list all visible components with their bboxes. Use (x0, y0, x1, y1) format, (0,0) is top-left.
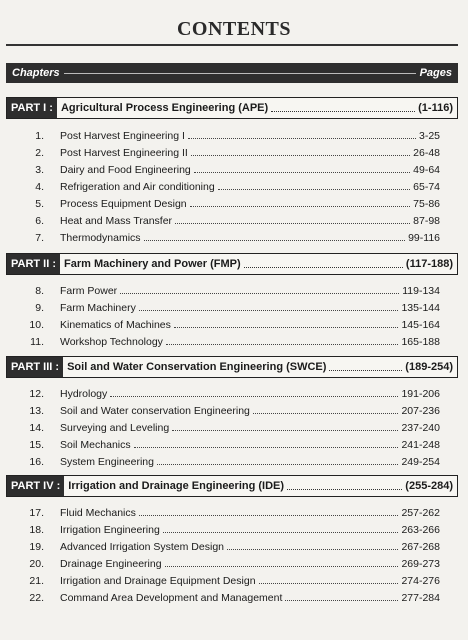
chapter-number: 22. (29, 592, 44, 604)
chapter-number: 19. (29, 541, 44, 553)
chapter-number: 10. (29, 319, 44, 331)
chapter-number: 14. (29, 422, 44, 434)
dot-leader (227, 549, 398, 550)
part-pages: (1-116) (418, 102, 453, 114)
chapter-pages: 263-266 (401, 524, 440, 536)
chapter-number: 2. (35, 147, 44, 159)
toc-entry[interactable] (22, 159, 440, 176)
toc-entry[interactable] (22, 519, 440, 536)
toc-entry[interactable] (22, 176, 440, 193)
chapter-number: 6. (35, 215, 44, 227)
chapter-name: Surveying and Leveling (60, 422, 170, 434)
chapter-number: 11. (30, 336, 44, 348)
dot-leader (110, 396, 398, 397)
chapter-pages: 119-134 (402, 285, 440, 297)
chapter-name: Farm Power (60, 285, 118, 297)
chapter-name: Command Area Development and Management (60, 592, 283, 604)
chapter-name: Farm Machinery (60, 302, 136, 314)
chapter-number: 5. (35, 198, 44, 210)
chapter-name: Soil Mechanics (60, 439, 131, 451)
chapter-number: 3. (35, 164, 44, 176)
chapter-pages: 26-48 (413, 147, 440, 159)
part-heading (6, 356, 458, 378)
part-heading (6, 253, 458, 275)
dot-leader (253, 413, 399, 414)
toc-entry[interactable] (22, 536, 440, 553)
chapter-name: Post Harvest Engineering I (60, 130, 185, 142)
page-title: CONTENTS (176, 18, 292, 40)
part-heading (6, 97, 458, 119)
part-title: Agricultural Process Engineering (APE) (60, 102, 269, 114)
toc-entry[interactable] (22, 400, 440, 417)
chapter-name: Workshop Technology (60, 336, 163, 348)
chapter-number: 9. (35, 302, 44, 314)
part-label: PART II : (7, 254, 60, 274)
dot-leader (244, 267, 403, 268)
toc-entry[interactable] (22, 570, 440, 587)
chapters-pages-header (6, 63, 458, 83)
toc-entry[interactable] (22, 502, 440, 519)
part-pages: (189-254) (405, 361, 453, 373)
dot-leader (172, 430, 398, 431)
part-label: PART I : (7, 98, 57, 118)
toc-entry[interactable] (22, 193, 440, 210)
toc-entry[interactable] (22, 210, 440, 227)
chapter-pages: 145-164 (401, 319, 440, 331)
part-heading (6, 475, 458, 497)
chapter-name: Advanced Irrigation System Design (60, 541, 224, 553)
dot-leader (259, 583, 399, 584)
toc-entry[interactable] (22, 314, 440, 331)
dot-leader (120, 293, 399, 294)
part-label: PART IV : (7, 476, 64, 496)
dot-leader (165, 566, 399, 567)
chapter-pages: 191-206 (401, 388, 440, 400)
toc-entry[interactable] (22, 125, 440, 142)
chapter-pages: 249-254 (401, 456, 440, 468)
chapter-name: Irrigation Engineering (60, 524, 160, 536)
chapter-name: Thermodynamics (60, 232, 141, 244)
dot-leader (191, 155, 410, 156)
chapter-number: 12. (29, 388, 44, 400)
toc-entry[interactable] (22, 227, 440, 244)
part-title: Farm Machinery and Power (FMP) (64, 258, 241, 270)
chapter-name: Process Equipment Design (60, 198, 187, 210)
chapters-label: Chapters (12, 67, 60, 79)
dot-leader (175, 223, 410, 224)
chapter-pages: 267-268 (401, 541, 440, 553)
title-rule (6, 44, 458, 46)
chapter-number: 7. (35, 232, 44, 244)
chapter-pages: 65-74 (413, 181, 440, 193)
chapter-number: 1. (35, 130, 44, 142)
chapter-name: System Engineering (60, 456, 154, 468)
chapter-number: 16. (29, 456, 44, 468)
dot-leader (157, 464, 398, 465)
chapter-pages: 237-240 (401, 422, 440, 434)
dot-leader (163, 532, 399, 533)
dot-leader (134, 447, 399, 448)
chapter-number: 17. (29, 507, 44, 519)
dot-leader (190, 206, 410, 207)
chapter-name: Heat and Mass Transfer (60, 215, 173, 227)
dot-leader (329, 370, 402, 371)
part-pages: (117-188) (405, 258, 453, 270)
chapter-pages: 207-236 (401, 405, 440, 417)
dot-leader (166, 344, 399, 345)
chapter-pages: 135-144 (401, 302, 440, 314)
toc-entry[interactable] (22, 451, 440, 468)
dot-leader (271, 111, 415, 112)
chapter-name: Dairy and Food Engineering (60, 164, 191, 176)
toc-entry[interactable] (22, 331, 440, 348)
chapter-name: Irrigation and Drainage Equipment Design (60, 575, 256, 587)
chapter-number: 18. (29, 524, 44, 536)
header-rule (64, 73, 416, 74)
part-title: Soil and Water Conservation Engineering (SWCE) (67, 361, 327, 373)
chapter-name: Refrigeration and Air conditioning (60, 181, 215, 193)
chapter-pages: 241-248 (401, 439, 440, 451)
chapter-number: 4. (35, 181, 44, 193)
dot-leader (139, 310, 399, 311)
pages-label: Pages (419, 67, 452, 79)
part-pages: (255-284) (405, 480, 453, 492)
dot-leader (285, 600, 398, 601)
part-title-row (63, 361, 457, 373)
toc-entry[interactable] (22, 434, 440, 451)
toc-entry[interactable] (22, 587, 440, 604)
chapter-pages: 274-276 (401, 575, 440, 587)
chapter-number: 20. (29, 558, 44, 570)
chapter-name: Fluid Mechanics (60, 507, 136, 519)
part-title: Irrigation and Drainage Engineering (IDE) (68, 480, 285, 492)
part-label: PART III : (7, 357, 63, 377)
chapter-name: Soil and Water conservation Engineering (60, 405, 250, 417)
dot-leader (194, 172, 410, 173)
toc-entry[interactable] (22, 383, 440, 400)
chapter-pages: 87-98 (413, 215, 440, 227)
chapter-pages: 269-273 (401, 558, 440, 570)
part-title-row (64, 480, 457, 492)
chapter-name: Kinematics of Machines (60, 319, 171, 331)
part-title-row (57, 102, 457, 114)
chapter-pages: 75-86 (413, 198, 440, 210)
toc-entry[interactable] (22, 280, 440, 297)
chapter-name: Hydrology (60, 388, 108, 400)
dot-leader (139, 515, 399, 516)
chapter-number: 8. (35, 285, 44, 297)
toc-entry[interactable] (22, 553, 440, 570)
chapter-name: Post Harvest Engineering II (60, 147, 188, 159)
dot-leader (188, 138, 416, 139)
toc-entry[interactable] (22, 297, 440, 314)
chapter-pages: 165-188 (401, 336, 440, 348)
chapter-number: 15. (29, 439, 44, 451)
dot-leader (144, 240, 406, 241)
toc-entry[interactable] (22, 417, 440, 434)
chapter-pages: 277-284 (401, 592, 440, 604)
dot-leader (218, 189, 410, 190)
chapter-number: 13. (29, 405, 44, 417)
chapter-number: 21. (29, 575, 44, 587)
chapter-pages: 49-64 (413, 164, 440, 176)
dot-leader (287, 489, 402, 490)
part-title-row (60, 258, 457, 270)
chapter-pages: 257-262 (401, 507, 440, 519)
chapter-pages: 99-116 (408, 232, 440, 244)
chapter-name: Drainage Engineering (60, 558, 162, 570)
toc-entry[interactable] (22, 142, 440, 159)
chapter-pages: 3-25 (418, 130, 440, 142)
dot-leader (174, 327, 399, 328)
